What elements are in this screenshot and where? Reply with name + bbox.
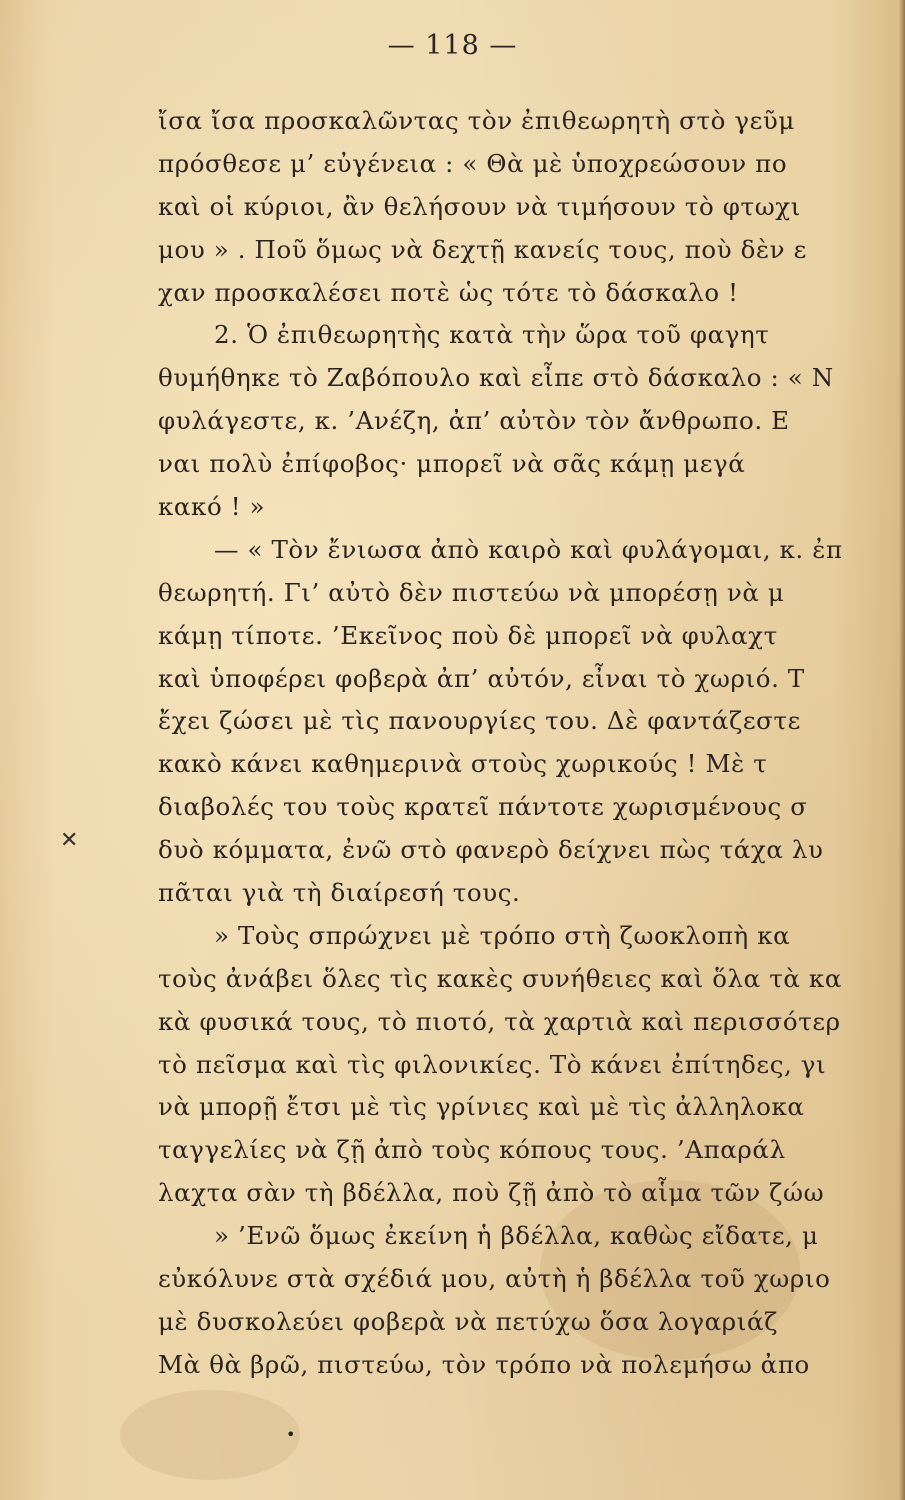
text-line: πρόσθεσε μ’ εὐγένεια : « Θὰ μὲ ὑποχρεώσουν πο: [158, 148, 788, 178]
text-line: ἴσα ἴσα προσκαλῶντας τὸν ἐπιθεωρητὴ στὸ γεῦμ: [158, 106, 795, 135]
text-line: ἔχει ζώσει μὲ τὶς πανουργίες του. Δὲ φαντάζεστε: [158, 706, 801, 736]
text-line: μου » . Ποῦ ὅμως νὰ δεχτῇ κανείς τους, ποὺ δὲν ε: [158, 234, 807, 264]
text-line: θεωρητή. Γι’ αὐτὸ δὲν πιστεύω νὰ μπορέσῃ νὰ μ: [158, 577, 785, 607]
text-line: καὶ οἱ κύριοι, ἂν θελήσουν νὰ τιμήσουν τὸ φτωχι: [158, 191, 801, 221]
text-line: εὐκόλυνε στὰ σχέδιά μου, αὐτὴ ἡ βδέλλα τοῦ χωριο: [158, 1264, 831, 1294]
paper-stain: [120, 1390, 300, 1480]
text-line: » ’Ενῶ ὅμως ἐκείνη ἡ βδέλλα, καθὼς εἴδατε, μ: [214, 1221, 819, 1251]
text-line: χαν προσκαλέσει ποτὲ ὡς τότε τὸ δάσκαλο !: [158, 277, 739, 307]
text-line: κάμῃ τίποτε. ’Εκεῖνος ποὺ δὲ μπορεῖ νὰ φυλαχτ: [158, 620, 778, 650]
text-line: διαβολές του τοὺς κρατεῖ πάντοτε χωρισμένους σ: [158, 792, 808, 822]
text-line: κακό ! »: [158, 492, 266, 522]
text-line: νὰ μπορῇ ἔτσι μὲ τὶς γρίνιες καὶ μὲ τὶς ἀλληλοκα: [158, 1092, 805, 1122]
text-line: τοὺς ἀνάβει ὅλες τὶς κακὲς συνήθειες καὶ ὅλα τὰ κα: [158, 963, 842, 993]
footer-mark: •: [286, 1425, 296, 1444]
text-line: 2. Ὁ ἐπιθεωρητὴς κατὰ τὴν ὥρα τοῦ φαγητ: [214, 320, 770, 350]
page-edge-shadow: [899, 0, 905, 1500]
page-number: — 118 —: [387, 30, 518, 61]
text-line: καὶ ὑποφέρει φοβερὰ ἀπ’ αὐτόν, εἶναι τὸ χωριό. Τ: [158, 663, 805, 693]
text-line: κὰ φυσικά τους, τὸ πιοτό, τὰ χαρτιὰ καὶ περισσότερ: [158, 1006, 841, 1036]
text-line: θυμήθηκε τὸ Ζαβόπουλο καὶ εἶπε στὸ δάσκαλο : « Ν: [158, 363, 834, 393]
text-line: δυὸ κόμματα, ἐνῶ στὸ φανερὸ δείχνει πὼς τάχα λυ: [158, 835, 824, 865]
text-line: λαχτα σὰν τὴ βδέλλα, ποὺ ζῇ ἀπὸ τὸ αἷμα τῶν ζώω: [158, 1178, 825, 1208]
text-line: μὲ δυσκολεύει φοβερὰ νὰ πετύχω ὅσα λογαριάζ: [158, 1306, 778, 1336]
margin-mark: ✕: [60, 828, 79, 853]
text-line: — « Τὸν ἔνιωσα ἀπὸ καιρὸ καὶ φυλάγομαι, κ. ἐπ: [214, 534, 843, 564]
text-line: κακὸ κάνει καθημερινὰ στοὺς χωρικούς ! Μὲ τ: [158, 749, 768, 779]
text-line: Μὰ θὰ βρῶ, πιστεύω, τὸν τρόπο νὰ πολεμήσω ἀπο: [158, 1349, 810, 1379]
text-line: ναι πολὺ ἐπίφοβος· μπορεῖ νὰ σᾶς κάμῃ μεγά: [158, 449, 746, 479]
text-line: τὸ πεῖσμα καὶ τὶς φιλονικίες. Τὸ κάνει ἐπίτηδες, γι: [158, 1049, 827, 1079]
text-line: φυλάγεστε, κ. ’Ανέζη, ἀπ’ αὐτὸν τὸν ἄνθρωπο. Ε: [158, 406, 790, 436]
body-text: [158, 100, 903, 1379]
text-line: πᾶται γιὰ τὴ διαίρεσή τους.: [158, 878, 521, 908]
text-line: » Τοὺς σπρώχνει μὲ τρόπο στὴ ζωοκλοπὴ κα: [214, 920, 791, 950]
text-line: ταγγελίες νὰ ζῇ ἀπὸ τοὺς κόπους τους. ’Απαράλ: [158, 1135, 786, 1165]
